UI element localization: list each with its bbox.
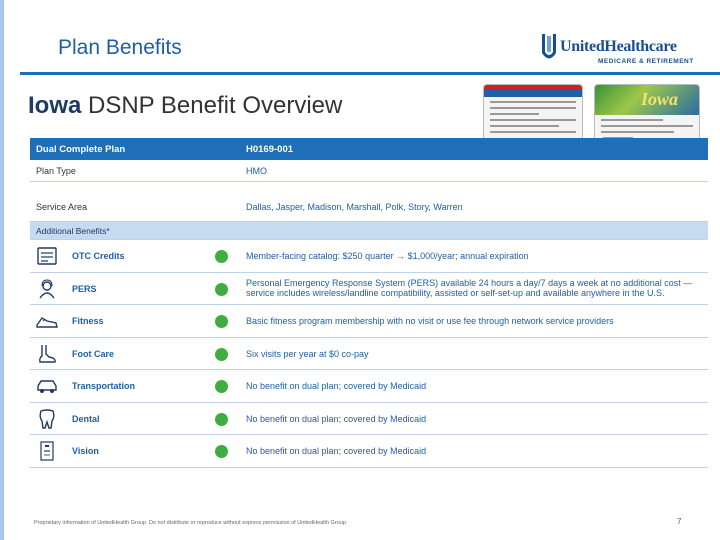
table-row	[30, 160, 708, 182]
foot-icon	[36, 344, 58, 364]
row-label: Service Area	[36, 202, 88, 212]
overview-state: Iowa	[28, 92, 82, 119]
car-icon	[36, 376, 58, 396]
additional-benefits-subheader	[30, 222, 708, 240]
benefit-label: PERS	[72, 283, 97, 294]
page-number: 7	[677, 517, 682, 526]
benefit-table	[30, 138, 708, 468]
benefit-row-otc	[30, 240, 708, 273]
otc-card-icon	[36, 246, 58, 266]
benefit-desc: No benefit on dual plan; covered by Medicaid	[246, 413, 427, 424]
status-dot	[215, 380, 228, 393]
benefit-row-vision	[30, 435, 708, 468]
benefit-row-foot-care	[30, 338, 708, 371]
unitedhealthcare-logo	[540, 30, 715, 70]
tooth-icon	[36, 409, 58, 429]
row-label: Plan Type	[36, 166, 76, 176]
benefit-desc: Personal Emergency Response System (PERS) available 24 hours a day/7 days a week at no additional cost — service includes wireless/landline compatibility, assisted or self-set-up and available anywhere in the U.S.	[246, 277, 693, 298]
subheader-label: Additional Benefits*	[36, 226, 110, 236]
status-dot	[215, 283, 228, 296]
benefit-desc: No benefit on dual plan; covered by Medicaid	[246, 381, 427, 391]
status-dot	[215, 348, 228, 361]
row-value: Dallas, Jasper, Madison, Marshall, Polk, Story, Warren	[246, 202, 463, 212]
plan-name-header: Dual Complete Plan	[36, 144, 126, 155]
benefit-desc: Basic fitness program membership with no visit or use fee through network service providers	[246, 316, 614, 326]
benefit-label: Fitness	[72, 316, 104, 326]
status-dot	[215, 250, 228, 263]
slide-title: Plan Benefits	[58, 36, 182, 59]
benefit-row-dental	[30, 403, 708, 436]
benefit-desc: No benefit on dual plan; covered by Medicaid	[246, 446, 427, 456]
overview-title-text: DSNP Benefit Overview	[81, 92, 343, 119]
benefit-label: Vision	[72, 446, 99, 456]
plan-id-header: H0169-001	[246, 144, 294, 155]
overview-title	[28, 92, 342, 120]
benefit-row-transportation	[30, 370, 708, 403]
u-shield-icon	[540, 32, 558, 62]
sneaker-icon	[36, 311, 58, 331]
benefit-label: Foot Care	[72, 348, 115, 359]
benefit-row-pers	[30, 273, 708, 306]
benefit-label: Dental	[72, 413, 100, 424]
logo-tagline: MEDICARE & RETIREMENT	[598, 58, 694, 65]
benefit-row-fitness	[30, 305, 708, 338]
benefit-desc: Six visits per year at $0 co-pay	[246, 348, 369, 359]
table-row	[30, 182, 708, 222]
card-wordmark: Iowa	[641, 89, 679, 109]
status-dot	[215, 413, 228, 426]
person-headset-icon	[36, 279, 58, 299]
eye-chart-icon	[36, 441, 58, 461]
left-accent-rule	[0, 0, 4, 540]
status-dot	[215, 445, 228, 458]
benefit-label: Transportation	[72, 381, 136, 391]
benefit-label: OTC Credits	[72, 251, 125, 261]
footer-disclaimer: Proprietary information of UnitedHealth Group. Do not distribute or reproduce without express permission of UnitedHealth Group.	[34, 520, 348, 526]
table-header	[30, 138, 708, 160]
status-dot	[215, 315, 228, 328]
row-value: HMO	[246, 166, 267, 176]
benefit-desc: Member-facing catalog: $250 quarter → $1,000/year; annual expiration	[246, 251, 529, 261]
logo-wordmark: UnitedHealthcare	[560, 38, 677, 55]
header-rule	[20, 72, 720, 75]
